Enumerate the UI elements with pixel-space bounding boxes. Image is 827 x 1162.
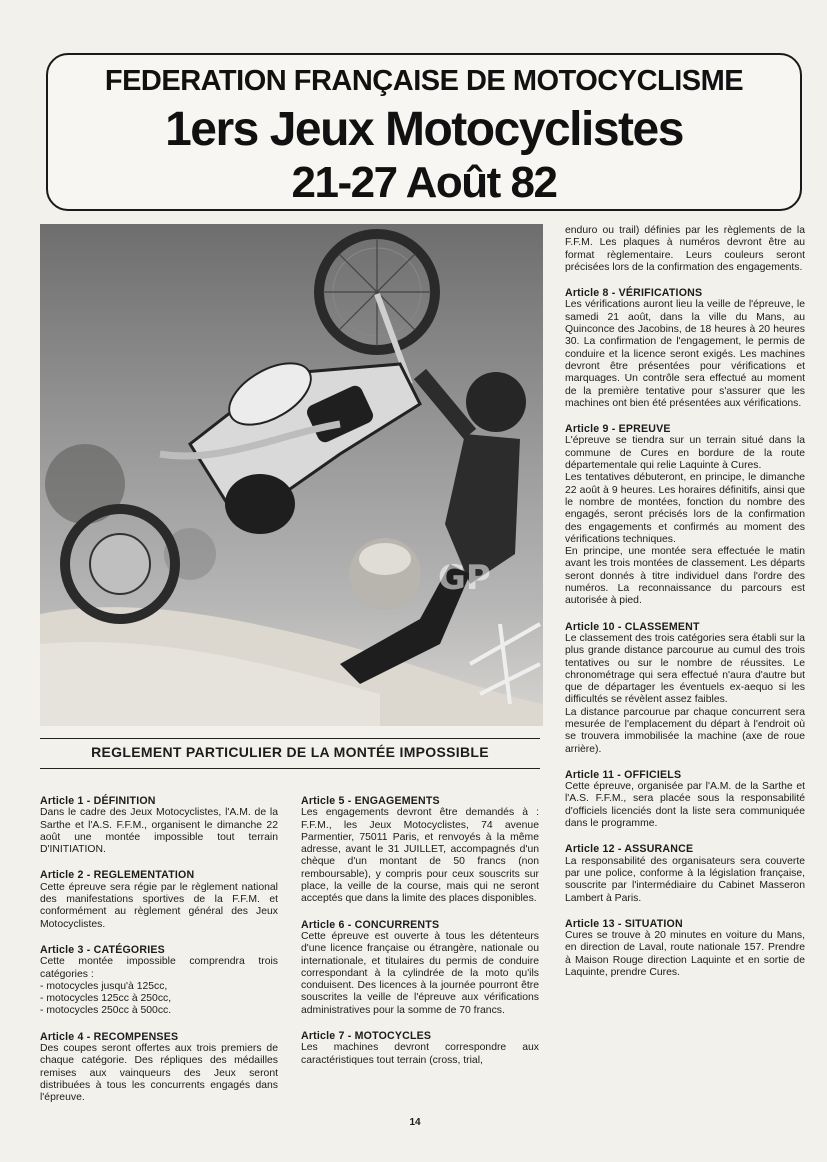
article-body: Cette montée impossible comprendra trois catégories : xyxy=(40,956,278,980)
article-body: Cures se trouve à 20 minutes en voiture du Mans, en direction de Laval, route nationale 157. Prendre à Maison Rouge direction Laquinte et en sortie de Laquinte, prendre Cures. xyxy=(565,930,805,979)
article-title: Article 11 - OFFICIELS xyxy=(565,768,682,781)
article-title: Article 12 - ASSURANCE xyxy=(565,843,694,856)
article-body: Cette épreuve, organisée par l'A.M. de la Sarthe et l'A.S. F.F.M., sera placée sous la responsabilité d'officiels licenciés dont la liste sera communiquée dans le programme. xyxy=(565,781,805,830)
rule-bottom xyxy=(40,768,540,769)
list-item: - motocycles 125cc à 250cc, xyxy=(40,993,172,1005)
article-body: enduro ou trail) définies par les règlements de la F.F.M. Les plaques à numéros devront être au format règlementaire. Leurs couleurs seront précisées lors de la confirmation des engagements. xyxy=(565,225,805,273)
article-12 xyxy=(565,843,805,904)
article-title: Article 6 - CONCURRENTS xyxy=(301,918,440,931)
article-1 xyxy=(40,795,278,856)
article-body: Cette épreuve sera régie par le règlement national des manifestations sportives de la F.F.M. et conformément au règlement général des Jeux Motocyclistes. xyxy=(40,881,278,930)
header-box xyxy=(46,53,802,211)
article-title: Article 4 - RECOMPENSES xyxy=(40,1030,179,1043)
article-10 xyxy=(565,621,805,756)
page-number: 14 xyxy=(409,1117,421,1128)
article-body: Les vérifications auront lieu la veille de l'épreuve, le samedi 21 août, dans la ville du Mans, au Quinconce des Jacobins, de 18 heures à 20 heures 30. La confirmation de l'engagement, le permis de conduire et la licence seront exigés. Les machines devront être présentées pour vérifications et marquages. Un contrôle sera effectué au moment de la première tentative pour s'assurer que les machines ont bien été présentées aux vérifications. xyxy=(565,299,805,409)
article-body: En principe, une montée sera effectuée le matin avant les trois montées de classement. Les départs seront donnés à titre individuel dans l'ordre des numéros. La reconnaissance du parcours est autorisée à pied. xyxy=(565,546,805,607)
article-2 xyxy=(40,869,278,930)
motorcycle-illustration xyxy=(40,224,543,726)
article-body: La responsabilité des organisateurs sera couverte par une police, conforme à la législation française, souscrite par l'intermédiaire du Cabinet Masseron Lambert à Paris. xyxy=(565,855,805,904)
article-title: Article 5 - ENGAGEMENTS xyxy=(301,795,440,807)
article-6 xyxy=(301,919,539,1017)
article-title: Article 13 - SITUATION xyxy=(565,917,683,930)
article-11 xyxy=(565,769,805,830)
watermark-text: GP xyxy=(438,558,491,598)
list-item: - motocycles jusqu'à 125cc, xyxy=(40,980,168,992)
event-dates: 21-27 Août 82 xyxy=(291,158,557,207)
article-title: Article 7 - MOTOCYCLES xyxy=(301,1030,432,1043)
rule-top xyxy=(40,738,540,739)
article-title: Article 9 - EPREUVE xyxy=(565,423,671,436)
article-body: Cette épreuve est ouverte à tous les détenteurs d'une licence française ou étrangère, nationale ou internationale, et titulaires du permis de conduire correspondant à la cylindrée de la moto qu'ils conduisent. Des licences à la journée pourront être souscrites la veille de l'épreuve aux vérifications administratives pour la somme de 70 francs. xyxy=(301,930,539,1016)
article-5 xyxy=(301,795,539,906)
article-title: Article 3 - CATÉGORIES xyxy=(40,943,165,956)
article-3 xyxy=(40,944,278,1018)
article-body: Les engagements devront être demandés à : F.F.M., les Jeux Motocyclistes, 74 avenue Parmentier, 75011 Paris, et renvoyés à la même adresse, avant le 31 JUILLET, accompagnés d'un chèque d'un montant de 50 francs (non remboursable), y compris pour ceux souscrits sur place, la veille de la course, mais qui ne seront acceptés que dans la limite des places disponibles. xyxy=(301,807,539,905)
page-title: 1ers Jeux Motocyclistes xyxy=(165,103,683,156)
column-middle xyxy=(301,795,539,1080)
article-body: Des coupes seront offertes aux trois premiers de chaque catégorie. Des répliques des médailles remises aux vainqueurs des Jeux seront distribuées à tous les concurrents engagés dans l'épreuve. xyxy=(40,1043,278,1104)
article-13 xyxy=(565,918,805,979)
article-title: Article 1 - DÉFINITION xyxy=(40,795,156,807)
article-title: Article 2 - REGLEMENTATION xyxy=(40,869,195,882)
article-9 xyxy=(565,423,805,607)
article-title: Article 10 - CLASSEMENT xyxy=(565,620,700,633)
hill-climb-photo xyxy=(40,224,543,726)
column-right xyxy=(565,225,805,992)
article-7-continued xyxy=(565,225,805,274)
article-body: Dans le cadre des Jeux Motocyclistes, l'A.M. de la Sarthe et l'A.S. F.F.M., organisent le dimanche 22 août une montée impossible tout terrain D'INITIATION. xyxy=(40,807,278,856)
list-item: - motocycles 250cc à 500cc. xyxy=(40,1005,172,1017)
article-body: Le classement des trois catégories sera établi sur la plus grande distance parcourue au cumul des trois tentatives ou sur le nombre de réussites. Le chronométrage qui sera effectué n'aura d'autre but que de départager les éventuels ex-aequo si les difficultés se révèlent assez faibles. xyxy=(565,632,805,706)
article-8 xyxy=(565,287,805,410)
article-body: Les tentatives débuteront, en principe, le dimanche 22 août à 9 heures. Les horaires définitifs, ainsi que le nombre de montées, fonction du nombre des engagés, seront précisés lors de la confirmation des engagements et confirmés au moment des vérifications techniques. xyxy=(565,472,805,545)
column-left xyxy=(40,795,278,1118)
article-body: Les machines devront correspondre aux caractéristiques tout terrain (cross, trial, xyxy=(301,1042,539,1066)
section-title: REGLEMENT PARTICULIER DE LA MONTÉE IMPOSSIBLE xyxy=(91,744,489,760)
article-title: Article 8 - VÉRIFICATIONS xyxy=(565,287,703,300)
article-body: La distance parcourue par chaque concurrent sera mesurée de l'emplacement du départ à l'endroit où se trouvera immobilisée la machine (axe de roue arrière). xyxy=(565,706,805,755)
article-body: L'épreuve se tiendra sur un terrain situé dans la commune de Cures en bordure de la route départementale qui relie Laquinte à Cures. xyxy=(565,435,805,472)
article-7 xyxy=(301,1030,539,1067)
federation-name: FEDERATION FRANÇAISE DE MOTOCYCLISME xyxy=(104,65,744,97)
article-4 xyxy=(40,1031,278,1105)
